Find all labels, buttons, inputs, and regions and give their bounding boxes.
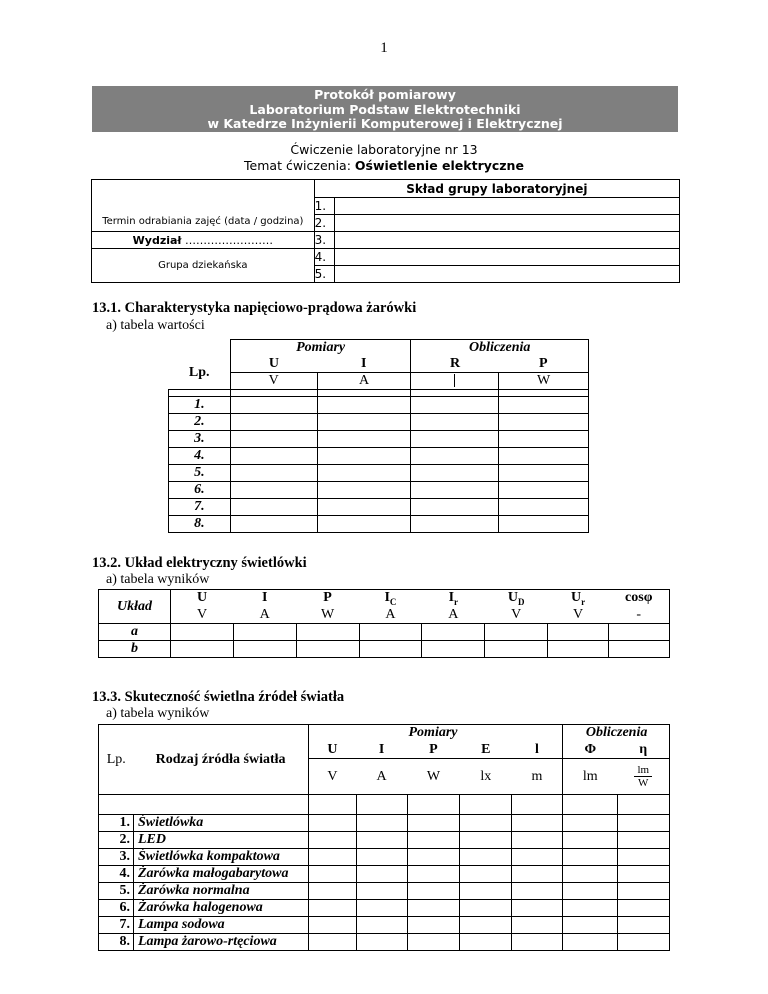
s2-unit: V xyxy=(170,607,233,624)
s3-unit-l: m xyxy=(512,759,563,795)
s1-row-num: 4. xyxy=(169,448,231,465)
dean-group-label: Grupa dziekańska xyxy=(158,260,248,271)
s1-cell[interactable] xyxy=(230,465,317,482)
s3-col-u: U xyxy=(308,725,356,759)
s1-lp-header: Lp. xyxy=(169,356,231,390)
s1-unit-r xyxy=(411,373,499,390)
s3-cell[interactable] xyxy=(460,832,512,849)
s1-cell[interactable] xyxy=(230,414,317,431)
s3-source-header: Rodzaj źródła światła xyxy=(133,725,308,795)
s1-cell[interactable] xyxy=(230,397,317,414)
header-line-2: Laboratorium Podstaw Elektrotechniki xyxy=(249,101,521,117)
s1-cell[interactable] xyxy=(411,431,499,448)
s1-cell[interactable] xyxy=(411,397,499,414)
s3-cell[interactable] xyxy=(356,866,407,883)
s1-row-num: 2. xyxy=(169,414,231,431)
s3-cell[interactable] xyxy=(460,815,512,832)
s3-cell[interactable] xyxy=(618,832,670,849)
ohm-unit-glyph xyxy=(454,374,455,387)
s1-cell[interactable] xyxy=(499,499,589,516)
s1-cell[interactable] xyxy=(411,482,499,499)
s1-row-num: 5. xyxy=(169,465,231,482)
s3-col-phi: Obliczenia Φ xyxy=(563,725,618,759)
s3-cell[interactable] xyxy=(308,849,356,866)
s3-cell[interactable] xyxy=(407,934,460,951)
s1-cell[interactable] xyxy=(411,499,499,516)
exercise-number: Ćwiczenie laboratoryjne nr 13 xyxy=(290,142,478,157)
member-4-field[interactable] xyxy=(334,249,679,266)
section-2-title: 13.2. Układ elektryczny świetlówki xyxy=(92,555,307,571)
s1-col-u: U xyxy=(230,356,317,373)
section-3-title: 13.3. Skuteczność świetlna źródeł światła xyxy=(92,689,345,705)
s3-row-num: 6. xyxy=(99,900,134,917)
member-5-field[interactable] xyxy=(334,266,679,283)
s3-cell[interactable] xyxy=(512,883,563,900)
term-label: Termin odrabiania zajęć (data / godzina) xyxy=(102,216,304,227)
s1-cell[interactable] xyxy=(317,448,411,465)
s3-cell[interactable] xyxy=(356,815,407,832)
faculty-dots: …………………… xyxy=(185,233,273,247)
member-1-num: 1. xyxy=(314,198,334,215)
s1-group-measure: Pomiary xyxy=(230,340,411,357)
s1-unit-i: A xyxy=(317,373,411,390)
s3-col-p: Pomiary P xyxy=(407,725,460,759)
s1-cell[interactable] xyxy=(230,482,317,499)
s3-cell[interactable] xyxy=(618,866,670,883)
s2-cell[interactable] xyxy=(233,624,296,641)
s3-cell[interactable] xyxy=(460,900,512,917)
s1-cell[interactable] xyxy=(499,431,589,448)
s3-row-source: Świetlówka kompaktowa xyxy=(133,849,308,866)
s3-cell[interactable] xyxy=(618,900,670,917)
s2-cell[interactable] xyxy=(170,624,233,641)
s2-cell[interactable] xyxy=(422,641,485,658)
s1-cell[interactable] xyxy=(230,516,317,533)
s2-col-ic: $I_C$ xyxy=(359,590,422,607)
s3-cell[interactable] xyxy=(460,917,512,934)
s2-cell[interactable] xyxy=(548,624,609,641)
member-3-num: 3. xyxy=(314,232,334,249)
s2-col-ir: $I_r$ xyxy=(422,590,485,607)
s1-row-num: 3. xyxy=(169,431,231,448)
s3-cell[interactable] xyxy=(512,900,563,917)
member-4-num: 4. xyxy=(314,249,334,266)
s1-cell[interactable] xyxy=(230,431,317,448)
s2-col-i: I xyxy=(233,590,296,607)
s2-cell[interactable] xyxy=(296,624,359,641)
s3-cell[interactable] xyxy=(563,934,618,951)
s3-cell[interactable] xyxy=(308,832,356,849)
s3-cell[interactable] xyxy=(512,832,563,849)
s3-cell[interactable] xyxy=(563,815,618,832)
s3-cell[interactable] xyxy=(460,934,512,951)
s3-cell[interactable] xyxy=(356,883,407,900)
s3-col-eta: η xyxy=(618,725,670,759)
member-2-num: 2. xyxy=(314,215,334,232)
s3-row-source: Żarówka małogabarytowa xyxy=(133,866,308,883)
term-cell xyxy=(92,180,315,232)
s1-cell[interactable] xyxy=(317,499,411,516)
s3-cell[interactable] xyxy=(356,832,407,849)
s3-cell[interactable] xyxy=(512,815,563,832)
s3-row-source: Lampa żarowo-rtęciowa xyxy=(133,934,308,951)
s1-cell[interactable] xyxy=(499,397,589,414)
s1-row-num: 6. xyxy=(169,482,231,499)
s3-row-source: Lampa sodowa xyxy=(133,917,308,934)
s3-cell[interactable] xyxy=(407,900,460,917)
group-header: Skład grupy laboratoryjnej xyxy=(314,180,679,198)
s3-row-num: 2. xyxy=(99,832,134,849)
s3-cell[interactable] xyxy=(356,900,407,917)
section-2-table xyxy=(98,589,670,658)
s1-cell[interactable] xyxy=(317,431,411,448)
s1-row-num: 8. xyxy=(169,516,231,533)
s3-cell[interactable] xyxy=(512,934,563,951)
s3-cell[interactable] xyxy=(563,900,618,917)
s3-cell[interactable] xyxy=(512,917,563,934)
s3-unit-i: A xyxy=(356,759,407,795)
s1-cell[interactable] xyxy=(411,465,499,482)
topic-prefix: Temat ćwiczenia: xyxy=(244,158,355,173)
s2-row-label: b xyxy=(99,641,171,658)
s3-cell[interactable] xyxy=(618,934,670,951)
s2-cell[interactable] xyxy=(359,624,422,641)
s3-col-l: l xyxy=(512,725,563,759)
s1-unit-p: W xyxy=(499,373,589,390)
s3-cell[interactable] xyxy=(308,934,356,951)
s2-cell[interactable] xyxy=(233,641,296,658)
s2-unit: A xyxy=(385,607,396,623)
s3-cell[interactable] xyxy=(460,883,512,900)
s1-cell[interactable] xyxy=(411,414,499,431)
s2-cell[interactable] xyxy=(170,641,233,658)
member-3-field[interactable] xyxy=(334,232,679,249)
s3-row-source: Żarówka normalna xyxy=(133,883,308,900)
dean-group-cell xyxy=(92,249,315,283)
s3-cell[interactable] xyxy=(563,866,618,883)
s3-unit-eta xyxy=(618,759,670,795)
s3-cell[interactable] xyxy=(563,917,618,934)
s3-cell[interactable] xyxy=(618,815,670,832)
s2-unit: A xyxy=(448,607,459,623)
s1-cell[interactable] xyxy=(499,482,589,499)
s1-cell[interactable] xyxy=(499,516,589,533)
s1-row-num: 1. xyxy=(169,397,231,414)
s2-unit: V xyxy=(511,607,522,623)
s2-row-header: Układ xyxy=(99,590,171,624)
section-3-table xyxy=(98,724,670,951)
s1-cell[interactable] xyxy=(499,465,589,482)
page-number: 1 xyxy=(380,40,388,56)
s2-cell[interactable] xyxy=(296,641,359,658)
s1-cell[interactable] xyxy=(230,448,317,465)
s1-cell[interactable] xyxy=(317,414,411,431)
s3-cell[interactable] xyxy=(407,866,460,883)
s3-cell[interactable] xyxy=(563,883,618,900)
s3-row-num: 1. xyxy=(99,815,134,832)
s3-cell[interactable] xyxy=(308,917,356,934)
s2-cell[interactable] xyxy=(609,641,670,658)
s1-unit-u: V xyxy=(230,373,317,390)
section-1-subtitle: a) tabela wartości xyxy=(106,318,205,333)
s1-col-i: I xyxy=(317,356,411,373)
s2-col-u: U xyxy=(170,590,233,607)
s3-cell[interactable] xyxy=(407,815,460,832)
faculty-label: Wydział xyxy=(132,233,182,247)
s3-cell[interactable] xyxy=(308,900,356,917)
s3-unit-e: lx xyxy=(460,759,512,795)
s3-row-num: 5. xyxy=(99,883,134,900)
s1-cell[interactable] xyxy=(317,482,411,499)
section-1-title: 13.1. Charakterystyka napięciowo-prądowa żarówki xyxy=(92,300,417,316)
s3-cell[interactable] xyxy=(512,849,563,866)
s3-row-source: Żarówka halogenowa xyxy=(133,900,308,917)
s3-cell[interactable] xyxy=(563,832,618,849)
s1-cell[interactable] xyxy=(230,499,317,516)
s1-group-calc: Obliczenia xyxy=(411,340,589,357)
s3-cell[interactable] xyxy=(460,866,512,883)
s3-col-i: I xyxy=(356,725,407,759)
s2-unit: W xyxy=(320,607,335,623)
s1-col-p: P xyxy=(499,356,589,373)
header-line-3: w Katedrze Inżynierii Komputerowej i Elektrycznej xyxy=(207,116,563,132)
s3-row-num: 4. xyxy=(99,866,134,883)
s2-col-ud: $U_D$ xyxy=(485,590,548,607)
s3-unit-phi: lm xyxy=(563,759,618,795)
s3-cell[interactable] xyxy=(563,849,618,866)
s2-cell[interactable] xyxy=(485,624,548,641)
s3-row-source: Świetlówka xyxy=(133,815,308,832)
s3-row-source: LED xyxy=(133,832,308,849)
s2-cell[interactable] xyxy=(485,641,548,658)
s2-unit: A xyxy=(259,607,270,623)
s3-cell[interactable] xyxy=(308,866,356,883)
s3-cell[interactable] xyxy=(407,883,460,900)
s2-cell[interactable] xyxy=(609,624,670,641)
s2-cell[interactable] xyxy=(422,624,485,641)
s3-cell[interactable] xyxy=(407,849,460,866)
s1-col-r: R xyxy=(449,356,461,371)
eta-unit-den: W xyxy=(634,776,652,789)
s2-row-label: a xyxy=(99,624,171,641)
s2-cell[interactable] xyxy=(548,641,609,658)
exercise-topic-line xyxy=(0,158,768,173)
s3-row-num: 3. xyxy=(99,849,134,866)
s3-unit-p: W xyxy=(407,759,460,795)
s1-cell[interactable] xyxy=(499,448,589,465)
eta-unit-num: lm xyxy=(637,764,650,776)
s1-cell[interactable] xyxy=(317,397,411,414)
s3-cell[interactable] xyxy=(356,917,407,934)
s3-group-calc: Obliczenia xyxy=(585,725,648,740)
s3-cell[interactable] xyxy=(618,883,670,900)
section-3-subtitle: a) tabela wyników xyxy=(106,706,210,721)
member-5-num: 5. xyxy=(314,266,334,283)
s1-cell[interactable] xyxy=(411,448,499,465)
s2-col-ur: $U_r$ xyxy=(548,590,609,607)
s3-row-num: 7. xyxy=(99,917,134,934)
s3-cell[interactable] xyxy=(407,832,460,849)
s3-col-e: E xyxy=(460,725,512,759)
member-1-field[interactable] xyxy=(334,198,679,215)
s1-cell[interactable] xyxy=(411,516,499,533)
s3-cell[interactable] xyxy=(512,866,563,883)
s2-unit: V xyxy=(573,607,584,623)
s3-lp-header: Lp. xyxy=(99,725,134,795)
s3-cell[interactable] xyxy=(618,849,670,866)
s3-unit-u: V xyxy=(308,759,356,795)
s3-row-num: 8. xyxy=(99,934,134,951)
topic-title: Oświetlenie elektryczne xyxy=(354,158,524,173)
s3-cell[interactable] xyxy=(356,934,407,951)
s1-row-num: 7. xyxy=(169,499,231,516)
protocol-header xyxy=(92,86,678,132)
s3-cell[interactable] xyxy=(407,917,460,934)
s2-col-cosphi: cosφ xyxy=(609,590,670,607)
section-1-table xyxy=(168,339,589,533)
s3-cell[interactable] xyxy=(618,917,670,934)
s2-unit: - xyxy=(609,607,670,624)
s2-cell[interactable] xyxy=(359,641,422,658)
s3-cell[interactable] xyxy=(460,849,512,866)
group-info-table xyxy=(91,179,680,283)
s1-cell[interactable] xyxy=(317,516,411,533)
s2-col-p: P xyxy=(296,590,359,607)
s1-cell[interactable] xyxy=(499,414,589,431)
s3-cell[interactable] xyxy=(308,883,356,900)
faculty-cell xyxy=(92,232,315,249)
header-line-1: Protokół pomiarowy xyxy=(314,87,456,102)
s3-group-measure: Pomiary xyxy=(408,725,458,740)
s1-cell[interactable] xyxy=(317,465,411,482)
section-2-subtitle: a) tabela wyników xyxy=(106,572,210,587)
member-2-field[interactable] xyxy=(334,215,679,232)
s3-cell[interactable] xyxy=(356,849,407,866)
s3-cell[interactable] xyxy=(308,815,356,832)
